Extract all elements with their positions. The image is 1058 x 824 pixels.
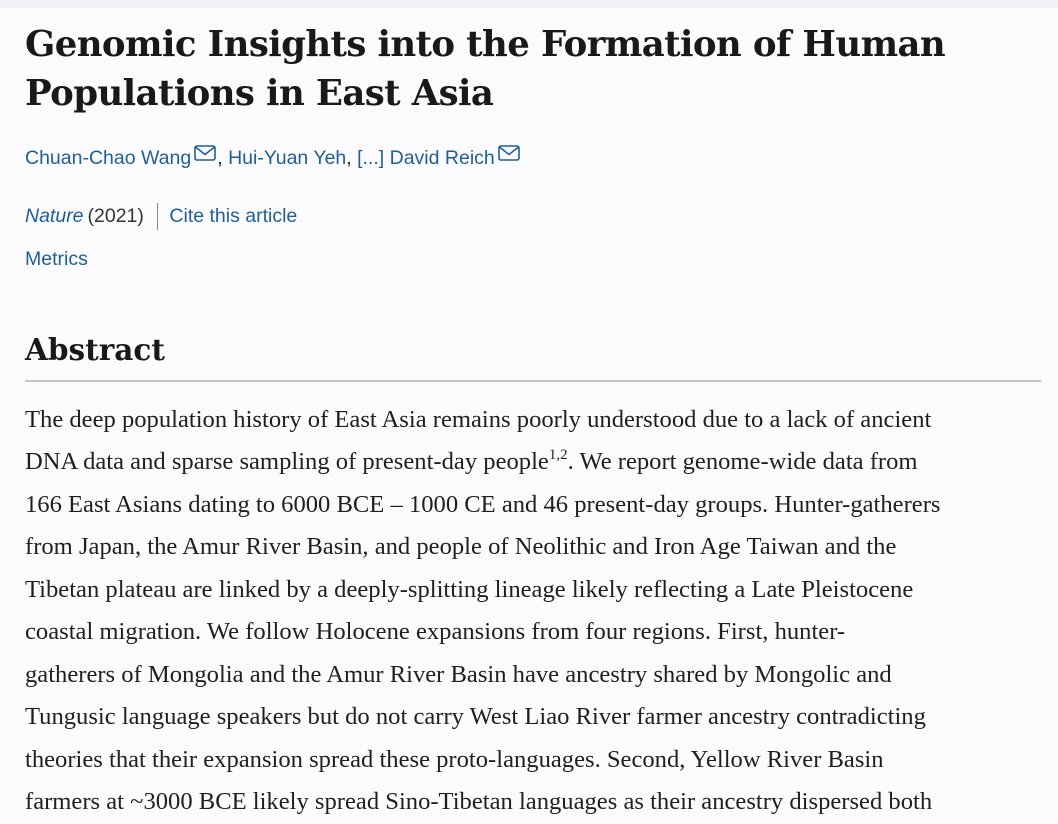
abstract-line: The deep population history of East Asia remains poorly understood due to a lack of ancient (25, 405, 932, 433)
abstract-line: gatherers of Mongolia and the Amur River Basin have ancestry shared by Mongolic and (25, 660, 892, 688)
abstract-line: farmers at ~3000 BCE likely spread Sino-Tibetan languages as their ancestry dispersed both (25, 788, 933, 815)
envelope-icon[interactable] (498, 140, 520, 170)
abstract-line: from Japan, the Amur River Basin, and people of Neolithic and Iron Age Taiwan and the (25, 533, 897, 560)
cite-article-link[interactable]: Cite this article (169, 205, 298, 227)
abstract-line: coastal migration. We follow Holocene expansions from four regions. First, hunter- (25, 618, 846, 645)
metrics-link[interactable]: Metrics (25, 248, 88, 270)
article-title: Genomic Insights into the Formation of Human Populations in East Asia (25, 24, 946, 114)
author-link-second[interactable]: Hui-Yuan Yeh (228, 147, 347, 169)
journal-link[interactable]: Nature (25, 205, 84, 227)
section-divider (25, 380, 1041, 382)
author-list (25, 140, 1041, 173)
author-link-last[interactable]: David Reich (389, 147, 495, 169)
abstract-line-text: . We report genome-wide data from (567, 448, 918, 475)
top-band (0, 0, 1058, 8)
author-separator: , (217, 147, 223, 169)
abstract-body (25, 399, 1041, 824)
abstract-line: Tungusic language speakers but do not carry West Liao River farmer ancestry contradicting (25, 703, 926, 730)
envelope-icon[interactable] (194, 140, 216, 170)
abstract-line: theories that their expansion spread these proto-languages. Second, Yellow River Basin (25, 745, 884, 773)
publication-meta (25, 201, 1041, 231)
show-all-authors-button[interactable]: [...] (357, 147, 385, 169)
meta-divider (157, 203, 159, 230)
author-separator: , (346, 147, 352, 169)
citation-superscript[interactable]: 1,2 (548, 447, 568, 463)
abstract-line: 166 East Asians dating to 6000 BCE – 1000 CE and 46 present-day groups. Hunter-gatherers (25, 490, 941, 518)
author-link-first[interactable]: Chuan-Chao Wang (25, 147, 192, 169)
abstract-line-text: DNA data and sparse sampling of present-day people (25, 448, 549, 475)
abstract-line (25, 441, 1041, 484)
publication-year: (2021) (87, 205, 144, 227)
abstract-line: Tibetan plateau are linked by a deeply-splitting lineage likely reflecting a Late Pleistocene (25, 575, 914, 603)
article-header (25, 20, 1041, 824)
abstract-heading: Abstract (25, 332, 165, 367)
